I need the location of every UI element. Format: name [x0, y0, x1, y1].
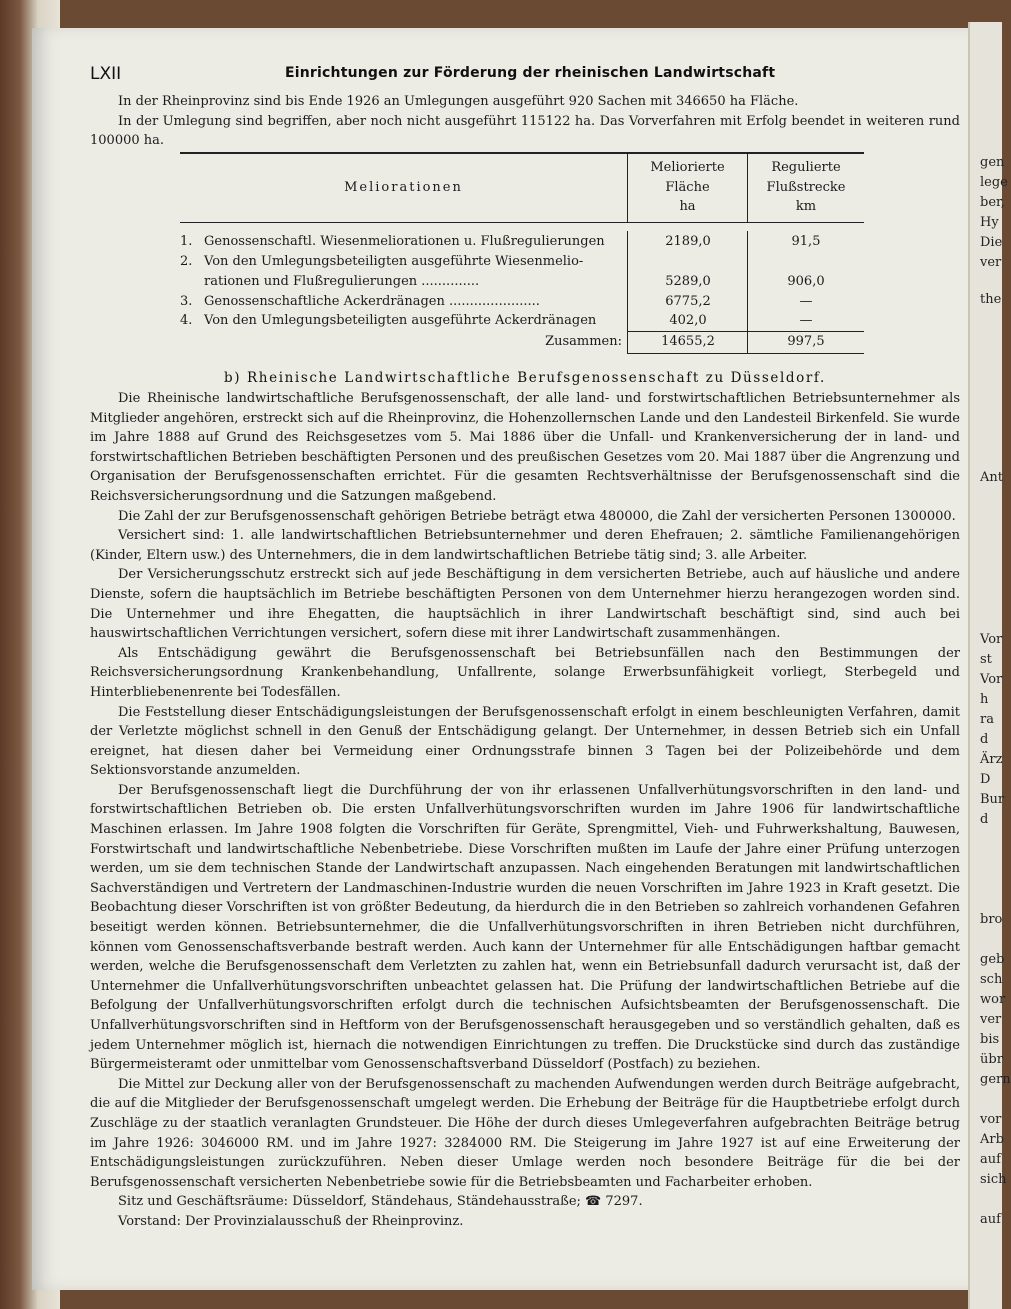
- adjacent-fragment: sch: [980, 972, 1003, 987]
- row-label: Genossenschaftl. Wiesenmeliorationen u. Flußregulierungen: [204, 234, 605, 249]
- table-row: [180, 252, 864, 272]
- adjacent-fragment: Hy: [980, 215, 999, 230]
- adjacent-fragment: gern: [980, 1072, 1011, 1087]
- table-bottom-rule: [627, 353, 864, 354]
- adjacent-fragment: h: [980, 692, 989, 707]
- table-header-rule: [180, 222, 864, 223]
- adjacent-fragment: Vor: [980, 632, 1003, 647]
- header-line: Flußstrecke: [766, 179, 846, 195]
- adjacent-fragment: ber,: [980, 195, 1005, 210]
- row-length: —: [799, 294, 813, 309]
- table-header-label: Meliorationen: [344, 180, 463, 195]
- adjacent-fragment: Arb: [980, 1132, 1004, 1147]
- adjacent-fragment: ver: [980, 255, 1002, 270]
- header-line: Fläche: [665, 179, 710, 195]
- body-paragraph: Die Mittel zur Deckung aller von der Berufsgenossenschaft zu machenden Aufwendungen werden durch Beiträge aufgebracht, die auf die Mitglieder der Berufsgenossenschaft umgelegt werden. Die Erhebung der Beiträge für die Hauptbetriebe erfolgt durch Zuschläge zu der staatlich veranlagten Grundsteuer. Die Höhe der durch dieses Umlegeverfahren aufgebrachten Beiträge betrug im Jahre 1926: 3046000 RM. und im Jahre 1927: 3284000 RM. Die Steigerung im Jahre 1927 ist auf eine Erweiterung der Entschädigungsleistungen zurückzuführen. Neben dieser Umlage werden noch besondere Beiträge für die bei der Berufsgenossenschaft versicherten Nebenbetriebe sowie für die Betriebsbeamten und Facharbeiter erhoben.: [90, 1076, 960, 1190]
- adjacent-fragment: d: [980, 732, 989, 747]
- adjacent-fragment: sich: [980, 1172, 1007, 1187]
- row-label: rationen und Flußregulierungen ..............: [204, 274, 480, 289]
- adjacent-fragment: st: [980, 652, 992, 667]
- table-top-rule: [180, 152, 864, 154]
- adjacent-fragment: lege: [980, 175, 1008, 190]
- adjacent-fragment: Bur: [980, 792, 1005, 807]
- row-area: 402,0: [669, 313, 707, 328]
- table-total-row: [180, 332, 864, 352]
- running-title: Einrichtungen zur Förderung der rheinischen Landwirtschaft: [285, 65, 776, 81]
- page-header: [90, 64, 960, 86]
- adjacent-fragment: bro: [980, 912, 1003, 927]
- table-row: [180, 272, 864, 292]
- header-line: Regulierte: [771, 160, 841, 175]
- body-paragraph: Die Rheinische landwirtschaftliche Berufsgenossenschaft, der alle land- und forstwirtschaftlichen Betriebsunternehmer als Mitglieder angehören, erstreckt sich auf die Rheinprovinz, die Hohenzollernschen Lande und den Landesteil Birkenfeld. Sie wurde im Jahre 1888 auf Grund des Reichsgesetzes vom 5. Mai 1886 über die Unfall- und Krankenversicherung der in land- und forstwirtschaftlichen Betrieben beschäftigten Personen und des preußischen Gesetzes vom 20. Mai 1887 über die Angrenzung und Organisation der Berufsgenossenschaften errichtet. Für die gesamten Rechtsverhältnisse der Berufsgenossenschaft sind die Reichsversicherungsordnung und die Satzungen maßgebend.: [90, 391, 960, 504]
- adjacent-fragment: Vor: [980, 672, 1003, 687]
- body-paragraph: Der Berufsgenossenschaft liegt die Durchführung der von ihr erlassenen Unfallverhütungsvorschriften in den land- und forstwirtschaftlichen Betrieben ob. Die ersten Unfallverhütungsvorschriften wurden im Jahre 1906 für landwirtschaftliche Maschinen erlassen. Im Jahre 1908 folgten die Vorschriften für Geräte, Sprengmittel, Vieh- und Fuhrwerkshaltung, Bauwesen, Forstwirtschaft und landwirtschaftliche Nebenbetriebe. Diese Vorschriften mußten im Laufe der Jahre einer Prüfung unterzogen werden, um sie dem technischen Stande der Landwirtschaft anzupassen. Nach eingehenden Beratungen mit landwirtschaftlichen Sachverständigen und Vertretern der Landmaschinen-Industrie wurden die neuen Vorschriften im Jahre 1923 in Kraft gesetzt. Die Beobachtung dieser Vorschriften ist von größter Bedeutung, da hierdurch die in den Betrieben so zahlreich vorhandenen Gefahren beseitigt werden können. Betriebsunternehmer, die die Unfallverhütungsvorschriften in ihren Betrieben nicht durchführen, können vom Genossenschaftsverbande bestraft werden. Auch kann der Unternehmer für alle Entschädigungen haftbar gemacht werden, welche die Berufsgenossenschaft dem Verletzten zu zahlen hat, wenn ein Betriebsunfall dadurch verursacht ist, daß der Unternehmer die Unfallverhütungsvorschriften unbeachtet gelassen hat. Die Prüfung der landwirtschaftlichen Betriebe auf die Befolgung der Unfallverhütungsvorschriften erfolgt durch die technischen Aufsichtsbeamten der Berufsgenossenschaft. Die Unfallverhütungsvorschriften sind in Heftform von der Berufsgenossenschaft herausgegeben und so verständlich gehalten, daß es jedem Unternehmer möglich ist, hiernach die notwendigen Einrichtungen zu treffen. Die Druckstücke sind durch das zuständige Bürgermeisteramt oder unmittelbar vom Genossenschaftsverband Düsseldorf (Postfach) zu beziehen.: [90, 782, 960, 1073]
- intro-text: [90, 92, 960, 151]
- table-row: [180, 292, 864, 312]
- header-line: km: [795, 199, 817, 214]
- total-label: Zusammen:: [545, 334, 622, 349]
- body-paragraph: Die Feststellung dieser Entschädigungsleistungen der Berufsgenossenschaft erfolgt in einem beschleunigten Verfahren, damit der Verletzte möglichst schnell in den Genuß der Entschädigung gelangt. Der Unternehmer, in dessen Betrieb sich ein Unfall ereignet, hat diesen daher bei Vermeidung einer Ordnungsstrafe binnen 3 Tagen bei der Polizeibehörde und dem Sektionsvorstande anzumelden.: [90, 704, 960, 779]
- adjacent-page-strip: [968, 22, 1011, 1309]
- adjacent-fragment: übr: [980, 1052, 1003, 1067]
- row-number: 1.: [180, 234, 193, 249]
- total-area: 14655,2: [661, 334, 715, 349]
- header-line: Meliorierte: [650, 160, 725, 175]
- table-row: [180, 311, 864, 331]
- row-label: Von den Umlegungsbeteiligten ausgeführte Wiesenmelio-: [204, 254, 584, 269]
- adjacent-fragment: Ant: [980, 470, 1003, 485]
- adjacent-fragment: ra: [980, 712, 994, 727]
- table-header-col2: [748, 158, 864, 217]
- body-paragraph: Die Zahl der zur Berufsgenossenschaft gehörigen Betriebe beträgt etwa 480000, die Zahl der versicherten Personen 1300000.: [118, 508, 956, 524]
- board-line: Vorstand: Der Provinzialausschuß der Rheinprovinz.: [118, 1213, 464, 1229]
- page-number: LXII: [90, 64, 122, 84]
- adjacent-fragment: Die: [980, 235, 1003, 250]
- adjacent-fragment: geb: [980, 952, 1005, 967]
- body-text: [90, 389, 960, 1232]
- row-label: Genossenschaftliche Ackerdränagen ......................: [204, 294, 540, 309]
- adjacent-fragment: auf: [980, 1152, 1001, 1167]
- body-paragraph: Versichert sind: 1. alle landwirtschaftlichen Betriebsunternehmer und deren Ehefrauen; 2. sämtliche Familienangehörigen (Kinder, Eltern usw.) des Unternehmers, die in dem landwirtschaftlichen Betriebe tätig sind; 3. alle Arbeiter.: [90, 528, 960, 563]
- body-paragraph: Als Entschädigung gewährt die Berufsgenossenschaft bei Betriebsunfällen nach den Bestimmungen der Reichsversicherungsordnung Krankenbehandlung, Unfallrente, solange Erwerbsunfähigkeit vorliegt, Sterbegeld und Hinterbliebenenrente bei Todesfällen.: [90, 645, 960, 700]
- table-row: [180, 232, 864, 252]
- adjacent-fragment: the: [980, 292, 1002, 307]
- row-area: 2189,0: [665, 234, 711, 249]
- row-length: 91,5: [791, 234, 821, 249]
- row-area: 6775,2: [665, 294, 711, 309]
- adjacent-fragment: vor: [980, 1112, 1002, 1127]
- section-title: b) Rheinische Landwirtschaftliche Berufsgenossenschaft zu Düsseldorf.: [224, 370, 826, 386]
- header-line: ha: [679, 199, 696, 214]
- adjacent-fragment: d: [980, 812, 989, 827]
- adjacent-fragment: D: [980, 772, 991, 787]
- row-length: —: [799, 313, 813, 328]
- adjacent-fragment: wor: [980, 992, 1006, 1007]
- body-paragraph: Der Versicherungsschutz erstreckt sich auf jede Beschäftigung in dem versicherten Betriebe, auch auf häusliche und andere Dienste, sofern die hauptsächlich im Betriebe beschäftigten Personen von dem Unternehmer hierzu herangezogen worden sind. Die Unternehmer und ihre Ehegatten, die hauptsächlich in ihrer Landwirtschaft beschäftigt sind, sind auch bei hauswirtschaftlichen Verrichtungen versichert, sofern diese mit ihrer Landwirtschaft zusammenhängen.: [90, 567, 960, 642]
- row-label: Von den Umlegungsbeteiligten ausgeführte Ackerdränagen: [204, 313, 597, 328]
- adjacent-fragment: gen: [980, 155, 1005, 170]
- table-header-col1: [628, 158, 747, 217]
- total-length: 997,5: [787, 334, 825, 349]
- intro-paragraph: In der Rheinprovinz sind bis Ende 1926 an Umlegungen ausgeführt 920 Sachen mit 346650 ha Fläche.: [118, 94, 799, 109]
- adjacent-fragment: Ärz: [980, 752, 1003, 767]
- adjacent-fragment: auf: [980, 1212, 1001, 1227]
- row-number: 3.: [180, 294, 193, 309]
- adjacent-fragment: bis: [980, 1032, 1000, 1047]
- row-number: 4.: [180, 313, 193, 328]
- meliorations-table: [180, 152, 864, 354]
- row-area: 5289,0: [665, 274, 711, 289]
- row-number: 2.: [180, 254, 193, 269]
- intro-paragraph: In der Umlegung sind begriffen, aber noch nicht ausgeführt 115122 ha. Das Vorverfahren mit Erfolg beendet in weiteren rund 100000 ha.: [90, 113, 960, 149]
- adjacent-fragment: ver: [980, 1012, 1002, 1027]
- row-length: 906,0: [787, 274, 825, 289]
- seat-line: Sitz und Geschäftsräume: Düsseldorf, Ständehaus, Ständehausstraße; ☎ 7297.: [118, 1194, 643, 1210]
